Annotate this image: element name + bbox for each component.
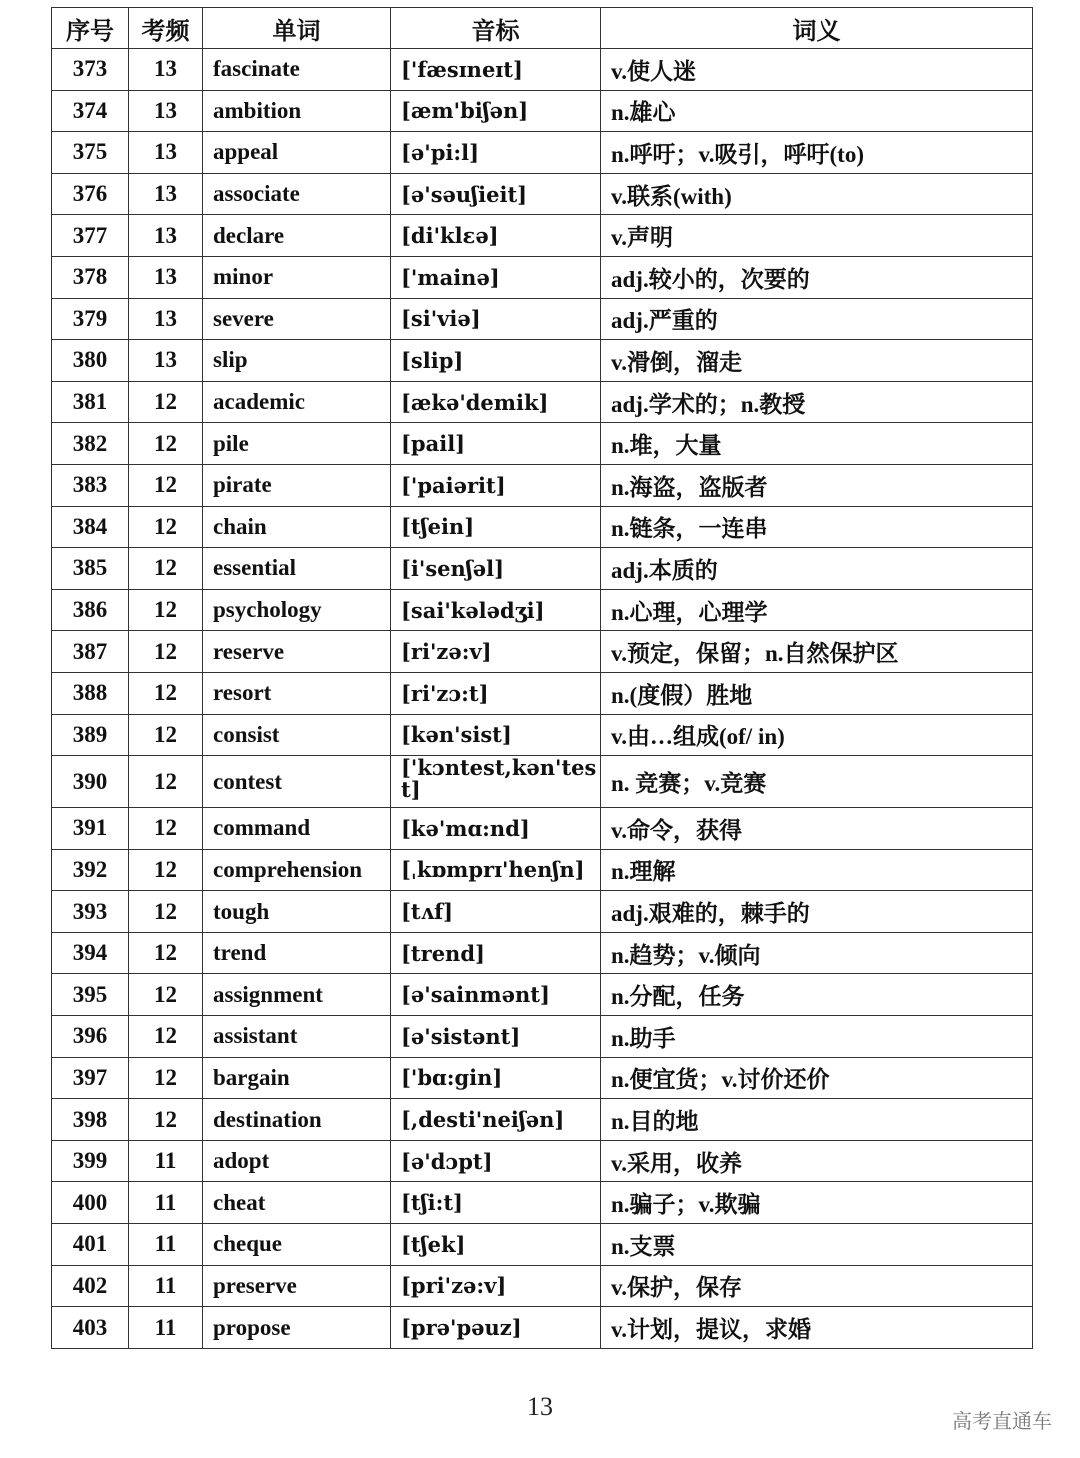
table-row: [52, 173, 1033, 215]
table-row: [52, 548, 1033, 590]
cell-index: 380: [52, 340, 129, 382]
cell-phonetic: ['bɑ:gin]: [391, 1057, 601, 1099]
cell-phonetic: [ˌkɒmprɪ'henʃn]: [391, 849, 601, 891]
cell-word: resort: [203, 672, 391, 714]
table-row: [52, 1057, 1033, 1099]
cell-meaning: n.便宜货；v.讨价还价: [601, 1057, 1033, 1099]
cell-index: 383: [52, 464, 129, 506]
cell-phonetic: [ə'sistənt]: [391, 1016, 601, 1058]
cell-meaning: v.由…组成(of/ in): [601, 714, 1033, 756]
cell-index: 393: [52, 891, 129, 933]
cell-frequency: 13: [129, 173, 203, 215]
cell-phonetic: [di'klɛə]: [391, 215, 601, 257]
cell-frequency: 12: [129, 849, 203, 891]
cell-frequency: 13: [129, 298, 203, 340]
cell-word: essential: [203, 548, 391, 590]
cell-meaning: n.支票: [601, 1224, 1033, 1266]
cell-index: 384: [52, 506, 129, 548]
table-row: [52, 49, 1033, 91]
cell-frequency: 12: [129, 506, 203, 548]
cell-frequency: 12: [129, 974, 203, 1016]
cell-word: consist: [203, 714, 391, 756]
cell-frequency: 12: [129, 1016, 203, 1058]
cell-phonetic: [trend]: [391, 932, 601, 974]
page-number: 13: [527, 1392, 553, 1421]
cell-meaning: adj.艰难的，棘手的: [601, 891, 1033, 933]
cell-phonetic: [ə'sainmənt]: [391, 974, 601, 1016]
cell-index: 376: [52, 173, 129, 215]
cell-meaning: v.预定，保留；n.自然保护区: [601, 631, 1033, 673]
cell-word: academic: [203, 381, 391, 423]
table-row: [52, 381, 1033, 423]
cell-meaning: v.命令，获得: [601, 808, 1033, 850]
cell-phonetic: [pri'zə:v]: [391, 1265, 601, 1307]
cell-index: 377: [52, 215, 129, 257]
cell-phonetic: [ri'zɔ:t]: [391, 672, 601, 714]
cell-word: assistant: [203, 1016, 391, 1058]
cell-frequency: 13: [129, 90, 203, 132]
cell-index: 388: [52, 672, 129, 714]
table-row: [52, 974, 1033, 1016]
cell-meaning: n.分配，任务: [601, 974, 1033, 1016]
cell-index: 391: [52, 808, 129, 850]
cell-phonetic: [si'viə]: [391, 298, 601, 340]
cell-frequency: 11: [129, 1307, 203, 1349]
table-row: [52, 1182, 1033, 1224]
header-phonetic: 音标: [391, 8, 601, 49]
cell-word: comprehension: [203, 849, 391, 891]
table-row: [52, 1307, 1033, 1349]
cell-index: 399: [52, 1140, 129, 1182]
table-row: [52, 1016, 1033, 1058]
cell-index: 387: [52, 631, 129, 673]
cell-meaning: v.计划，提议，求婚: [601, 1307, 1033, 1349]
cell-meaning: n.堆，大量: [601, 423, 1033, 465]
cell-meaning: adj.较小的，次要的: [601, 256, 1033, 298]
cell-phonetic: [tʃein]: [391, 506, 601, 548]
cell-meaning: v.采用，收养: [601, 1140, 1033, 1182]
cell-meaning: n.理解: [601, 849, 1033, 891]
table-row: [52, 298, 1033, 340]
cell-meaning: n. 竞赛；v.竞赛: [601, 756, 1033, 808]
cell-frequency: 12: [129, 423, 203, 465]
cell-word: bargain: [203, 1057, 391, 1099]
cell-phonetic: [ə'səuʃieit]: [391, 173, 601, 215]
header-index: 序号: [52, 8, 129, 49]
cell-word: ambition: [203, 90, 391, 132]
cell-phonetic: ['kɔntest,kən'test]: [391, 756, 601, 808]
cell-frequency: 13: [129, 256, 203, 298]
cell-phonetic: ['paiərit]: [391, 464, 601, 506]
cell-frequency: 13: [129, 340, 203, 382]
cell-word: declare: [203, 215, 391, 257]
cell-index: 378: [52, 256, 129, 298]
cell-index: 402: [52, 1265, 129, 1307]
cell-word: fascinate: [203, 49, 391, 91]
cell-index: 375: [52, 132, 129, 174]
cell-phonetic: [slip]: [391, 340, 601, 382]
cell-meaning: adj.学术的；n.教授: [601, 381, 1033, 423]
table-row: [52, 714, 1033, 756]
table-header-row: [52, 8, 1033, 49]
cell-phonetic: [ə'pi:l]: [391, 132, 601, 174]
cell-index: 398: [52, 1099, 129, 1141]
table-row: [52, 849, 1033, 891]
cell-index: 382: [52, 423, 129, 465]
cell-meaning: adj.本质的: [601, 548, 1033, 590]
cell-word: minor: [203, 256, 391, 298]
cell-index: 403: [52, 1307, 129, 1349]
cell-index: 400: [52, 1182, 129, 1224]
cell-meaning: n.呼吁；v.吸引，呼吁(to): [601, 132, 1033, 174]
cell-meaning: n.心理，心理学: [601, 589, 1033, 631]
cell-phonetic: [prə'pəuz]: [391, 1307, 601, 1349]
cell-word: cheat: [203, 1182, 391, 1224]
table-row: [52, 1265, 1033, 1307]
cell-meaning: n.海盗，盗版者: [601, 464, 1033, 506]
table-row: [52, 1140, 1033, 1182]
cell-word: psychology: [203, 589, 391, 631]
cell-word: pirate: [203, 464, 391, 506]
cell-index: 390: [52, 756, 129, 808]
cell-meaning: v.声明: [601, 215, 1033, 257]
cell-index: 381: [52, 381, 129, 423]
cell-word: trend: [203, 932, 391, 974]
table-row: [52, 256, 1033, 298]
cell-meaning: v.滑倒，溜走: [601, 340, 1033, 382]
table-row: [52, 464, 1033, 506]
cell-frequency: 13: [129, 49, 203, 91]
cell-meaning: v.联系(with): [601, 173, 1033, 215]
cell-phonetic: ['mainə]: [391, 256, 601, 298]
cell-frequency: 12: [129, 631, 203, 673]
cell-phonetic: [tʃek]: [391, 1224, 601, 1266]
cell-index: 396: [52, 1016, 129, 1058]
cell-frequency: 12: [129, 381, 203, 423]
cell-index: 401: [52, 1224, 129, 1266]
cell-meaning: v.使人迷: [601, 49, 1033, 91]
cell-word: reserve: [203, 631, 391, 673]
cell-frequency: 12: [129, 1099, 203, 1141]
header-meaning: 词义: [601, 8, 1033, 49]
cell-meaning: n.链条，一连串: [601, 506, 1033, 548]
table-row: [52, 589, 1033, 631]
cell-meaning: adj.严重的: [601, 298, 1033, 340]
cell-word: adopt: [203, 1140, 391, 1182]
cell-meaning: n.目的地: [601, 1099, 1033, 1141]
cell-index: 385: [52, 548, 129, 590]
cell-word: appeal: [203, 132, 391, 174]
cell-index: 386: [52, 589, 129, 631]
cell-phonetic: [,desti'neiʃən]: [391, 1099, 601, 1141]
cell-frequency: 11: [129, 1182, 203, 1224]
vocabulary-table: [51, 7, 1033, 1349]
cell-frequency: 12: [129, 756, 203, 808]
cell-meaning: n.雄心: [601, 90, 1033, 132]
cell-frequency: 13: [129, 132, 203, 174]
cell-index: 394: [52, 932, 129, 974]
cell-index: 395: [52, 974, 129, 1016]
table-row: [52, 215, 1033, 257]
cell-index: 392: [52, 849, 129, 891]
table-row: [52, 423, 1033, 465]
cell-index: 373: [52, 49, 129, 91]
cell-index: 389: [52, 714, 129, 756]
table-row: [52, 672, 1033, 714]
cell-phonetic: [i'senʃəl]: [391, 548, 601, 590]
cell-word: chain: [203, 506, 391, 548]
cell-frequency: 12: [129, 932, 203, 974]
cell-phonetic: [kə'mɑ:nd]: [391, 808, 601, 850]
cell-frequency: 12: [129, 808, 203, 850]
cell-phonetic: [tʌf]: [391, 891, 601, 933]
cell-meaning: n.助手: [601, 1016, 1033, 1058]
cell-index: 374: [52, 90, 129, 132]
table-row: [52, 932, 1033, 974]
cell-word: severe: [203, 298, 391, 340]
cell-index: 397: [52, 1057, 129, 1099]
cell-phonetic: [pail]: [391, 423, 601, 465]
cell-word: associate: [203, 173, 391, 215]
cell-word: tough: [203, 891, 391, 933]
cell-frequency: 11: [129, 1224, 203, 1266]
cell-frequency: 12: [129, 464, 203, 506]
cell-word: preserve: [203, 1265, 391, 1307]
cell-phonetic: [sai'kələdʒi]: [391, 589, 601, 631]
cell-frequency: 11: [129, 1140, 203, 1182]
cell-meaning: v.保护，保存: [601, 1265, 1033, 1307]
header-word: 单词: [203, 8, 391, 49]
cell-frequency: 12: [129, 589, 203, 631]
cell-word: propose: [203, 1307, 391, 1349]
table-row: [52, 90, 1033, 132]
cell-phonetic: [æm'biʃən]: [391, 90, 601, 132]
watermark: 高考直通车: [952, 1409, 1052, 1433]
cell-phonetic: [ri'zə:v]: [391, 631, 601, 673]
cell-word: command: [203, 808, 391, 850]
cell-word: pile: [203, 423, 391, 465]
cell-frequency: 12: [129, 672, 203, 714]
table-row: [52, 1099, 1033, 1141]
cell-phonetic: [ækə'demik]: [391, 381, 601, 423]
cell-word: destination: [203, 1099, 391, 1141]
header-frequency: 考频: [129, 8, 203, 49]
cell-word: cheque: [203, 1224, 391, 1266]
cell-meaning: n.(度假）胜地: [601, 672, 1033, 714]
cell-meaning: n.趋势；v.倾向: [601, 932, 1033, 974]
table-row: [52, 340, 1033, 382]
cell-word: assignment: [203, 974, 391, 1016]
cell-phonetic: [ə'dɔpt]: [391, 1140, 601, 1182]
cell-frequency: 11: [129, 1265, 203, 1307]
cell-frequency: 12: [129, 714, 203, 756]
cell-index: 379: [52, 298, 129, 340]
cell-frequency: 13: [129, 215, 203, 257]
table-row: [52, 1224, 1033, 1266]
table-row: [52, 631, 1033, 673]
cell-frequency: 12: [129, 548, 203, 590]
cell-frequency: 12: [129, 1057, 203, 1099]
cell-meaning: n.骗子；v.欺骗: [601, 1182, 1033, 1224]
table-row: [52, 132, 1033, 174]
cell-frequency: 12: [129, 891, 203, 933]
cell-phonetic: ['fæsɪneɪt]: [391, 49, 601, 91]
table-row: [52, 891, 1033, 933]
cell-phonetic: [kən'sist]: [391, 714, 601, 756]
table-row: [52, 756, 1033, 808]
table-row: [52, 808, 1033, 850]
cell-word: contest: [203, 756, 391, 808]
cell-word: slip: [203, 340, 391, 382]
table-body: [52, 49, 1033, 1349]
table-row: [52, 506, 1033, 548]
cell-phonetic: [tʃi:t]: [391, 1182, 601, 1224]
